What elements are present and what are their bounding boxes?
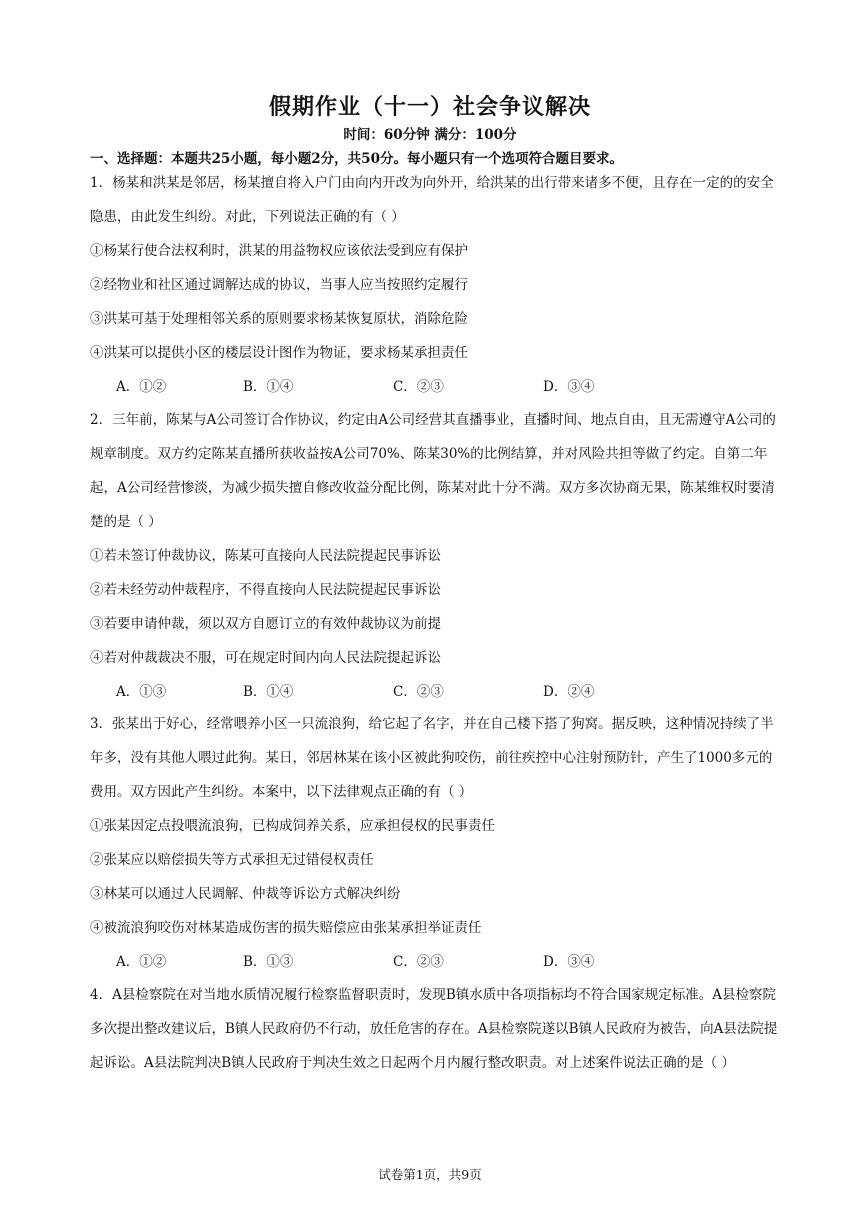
choice-b: B．①④ <box>243 379 294 395</box>
choice-c: C．②③ <box>393 379 444 395</box>
choice-a: A．①③ <box>116 684 167 700</box>
statement-2: ②经物业和社区通过调解达成的协议，当事人应当按照约定履行 <box>90 277 468 293</box>
choice-a: A．①② <box>116 379 167 395</box>
exam-time-info: 时间：60分钟 满分：100分 <box>343 127 517 143</box>
choice-d: D．②④ <box>543 684 595 700</box>
statement-3: ③若要申请仲裁，须以双方自愿订立的有效仲裁协议为前提 <box>90 616 441 632</box>
answer-choices <box>90 370 780 404</box>
question-stem: 2．三年前，陈某与A公司签订合作协议，约定由A公司经营其直播事业，直播时间、地点自由，且无需遵守A公司的规章制度。双方约定陈某直播所获收益按A公司70%、陈某30%的比例结算，并对风险共担等做了约定。自第二年起，A公司经营惨淡，为减少损失擅自修改收益分配比例，陈某对此十分不满。双方多次协商无果，陈某维权时要清楚的是（ ） <box>90 412 776 530</box>
question-1 <box>90 166 780 404</box>
question-stem: 1．杨某和洪某是邻居，杨某擅自将入户门由向内开改为向外开，给洪某的出行带来诸多不便，且存在一定的的安全隐患，由此发生纠纷。对此，下列说法正确的有（ ） <box>90 175 774 225</box>
choice-c: C．②③ <box>393 684 444 700</box>
statement-2: ②张某应以赔偿损失等方式承担无过错侵权责任 <box>90 852 374 868</box>
statement-3: ③林某可以通过人民调解、仲裁等诉讼方式解决纠纷 <box>90 886 401 902</box>
question-stem: 4．A县检察院在对当地水质情况履行检察监督职责时，发现B镇水质中各项指标均不符合国家规定标准。A县检察院多次提出整改建议后，B镇人民政府仍不行动，放任危害的存在。A县检察院遂以B镇人民政府为被告，向A县法院提起诉讼。A县法院判决B镇人民政府于判决生效之日起两个月内履行整改职责。对上述案件说法正确的是（ ） <box>90 987 778 1071</box>
statement-2: ②若未经劳动仲裁程序，不得直接向人民法院提起民事诉讼 <box>90 582 441 598</box>
statement-3: ③洪某可基于处理相邻关系的原则要求杨某恢复原状，消除危险 <box>90 311 468 327</box>
question-stem: 3．张某出于好心，经常喂养小区一只流浪狗，给它起了名字，并在自己楼下搭了狗窝。据反映，这种情况持续了半年多，没有其他人喂过此狗。某日，邻居林某在该小区被此狗咬伤，前往疾控中心注射预防针，产生了1000多元的费用。双方因此产生纠纷。本案中，以下法律观点正确的有（ ） <box>90 716 774 800</box>
choice-c: C．②③ <box>393 954 444 970</box>
page-footer: 试卷第1页，共9页 <box>378 1167 482 1182</box>
answer-choices <box>90 945 780 979</box>
question-2 <box>90 403 780 709</box>
choice-d: D．③④ <box>543 954 595 970</box>
choice-b: B．①③ <box>243 954 294 970</box>
answer-choices <box>90 675 780 709</box>
choice-a: A．①② <box>116 954 167 970</box>
statement-1: ①张某因定点投喂流浪狗，已构成饲养关系，应承担侵权的民事责任 <box>90 818 495 834</box>
choice-b: B．①④ <box>243 684 294 700</box>
question-4 <box>90 978 780 1080</box>
statement-1: ①杨某行使合法权利时，洪某的用益物权应该依法受到应有保护 <box>90 243 468 259</box>
statement-4: ④若对仲裁裁决不服，可在规定时间内向人民法院提起诉讼 <box>90 650 441 666</box>
statement-1: ①若未签订仲裁协议，陈某可直接向人民法院提起民事诉讼 <box>90 548 441 564</box>
choice-d: D．③④ <box>543 379 595 395</box>
statement-4: ④被流浪狗咬伤对林某造成伤害的损失赔偿应由张某承担举证责任 <box>90 920 482 936</box>
question-3 <box>90 707 780 979</box>
section-heading: 一、选择题：本题共25小题，每小题2分，共50分。每小题只有一个选项符合题目要求。 <box>90 151 623 167</box>
page-title: 假期作业（十一）社会争议解决 <box>268 94 591 120</box>
statement-4: ④洪某可以提供小区的楼层设计图作为物证，要求杨某承担责任 <box>90 345 468 361</box>
